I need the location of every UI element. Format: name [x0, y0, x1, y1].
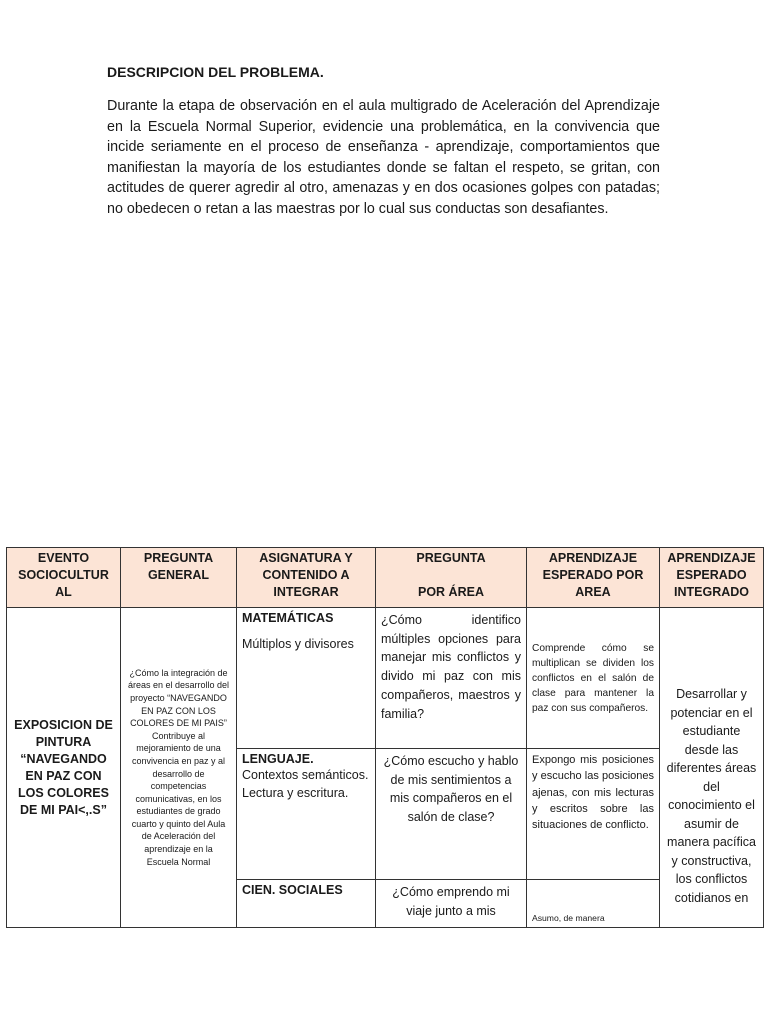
- aprendizaje-integrado-cell: Desarrollar y potenciar en el estudiante desde las diferentes áreas del conocimiento el asumir de manera pacífica y constructiva, los conflictos cotidianos en: [660, 608, 764, 928]
- question-cell: ¿Cómo emprendo mi viaje junto a mis: [376, 880, 527, 928]
- problem-heading: DESCRIPCION DEL PROBLEMA.: [107, 64, 324, 80]
- pregunta-general-cell: ¿Cómo la integración de áreas en el desarrollo del proyecto “NAVEGANDO EN PAZ CON LOS COLORES DE MI PAIS” Contribuye al mejoramiento de una convivencia en paz y al desarrollo de competencias comunicativas, en los estudiantes de grado cuarto y quinto del Aula de Aceleración del aprendizaje en la Escuela Normal: [121, 608, 237, 928]
- header-pregunta-area-line1: PREGUNTA: [416, 551, 486, 565]
- subject-title: LENGUAJE.: [242, 752, 314, 766]
- evento-cell: EXPOSICION DE PINTURA “NAVEGANDO EN PAZ CON LOS COLORES DE MI PAI<,.S”: [7, 608, 121, 928]
- subject-cell: [237, 880, 376, 928]
- subject-content: Contextos semánticos. Lectura y escritura.: [242, 768, 369, 800]
- problem-description: Durante la etapa de observación en el aula multigrado de Aceleración del Aprendizaje en la Escuela Normal Superior, evidencie una problemática, en la convivencia que incide seriamente en el proceso de enseñanza - aprendizaje, comportamientos que manifiestan la mayoría de los estudiantes donde se faltan el respeto, se gritan, con actitudes de querer agredir al otro, amenazas y en dos ocasiones golpes con patadas; no obedecen o retan a las maestras por lo cual sus conductas son desafiantes.: [107, 98, 660, 217]
- table-row: [7, 608, 764, 749]
- learning-cell: Comprende cómo se multiplican se dividen los conflictos en el salón de clase para mantener la paz con sus compañeros.: [527, 608, 660, 749]
- header-asignatura: ASIGNATURA Y CONTENIDO A INTEGRAR: [237, 548, 376, 608]
- subject-cell: [237, 749, 376, 880]
- header-aprendizaje-area: APRENDIZAJE ESPERADO POR AREA: [527, 548, 660, 608]
- header-pregunta-general: PREGUNTA GENERAL: [121, 548, 237, 608]
- header-aprendizaje-integrado: APRENDIZAJE ESPERADO INTEGRADO: [660, 548, 764, 608]
- learning-cell: Asumo, de manera: [527, 880, 660, 928]
- subject-cell: [237, 608, 376, 749]
- question-cell: ¿Cómo identifico múltiples opciones para manejar mis conflictos y divido mi paz con mis compañeros, maestros y familia?: [376, 608, 527, 749]
- table-header-row: [7, 548, 764, 608]
- subject-title: CIEN. SOCIALES: [242, 883, 343, 897]
- header-evento: EVENTO SOCIOCULTUR AL: [7, 548, 121, 608]
- project-plan-table: [6, 547, 764, 928]
- subject-title: MATEMÁTICAS: [242, 611, 334, 625]
- header-pregunta-area-line2: POR ÁREA: [418, 585, 484, 599]
- question-cell: ¿Cómo escucho y hablo de mis sentimientos a mis compañeros en el salón de clase?: [376, 749, 527, 880]
- subject-content: Múltiplos y divisores: [242, 637, 354, 651]
- header-pregunta-area: [376, 548, 527, 608]
- learning-cell: Expongo mis posiciones y escucho las posiciones ajenas, con mis lecturas y escritos sobre las situaciones de conflicto.: [527, 749, 660, 880]
